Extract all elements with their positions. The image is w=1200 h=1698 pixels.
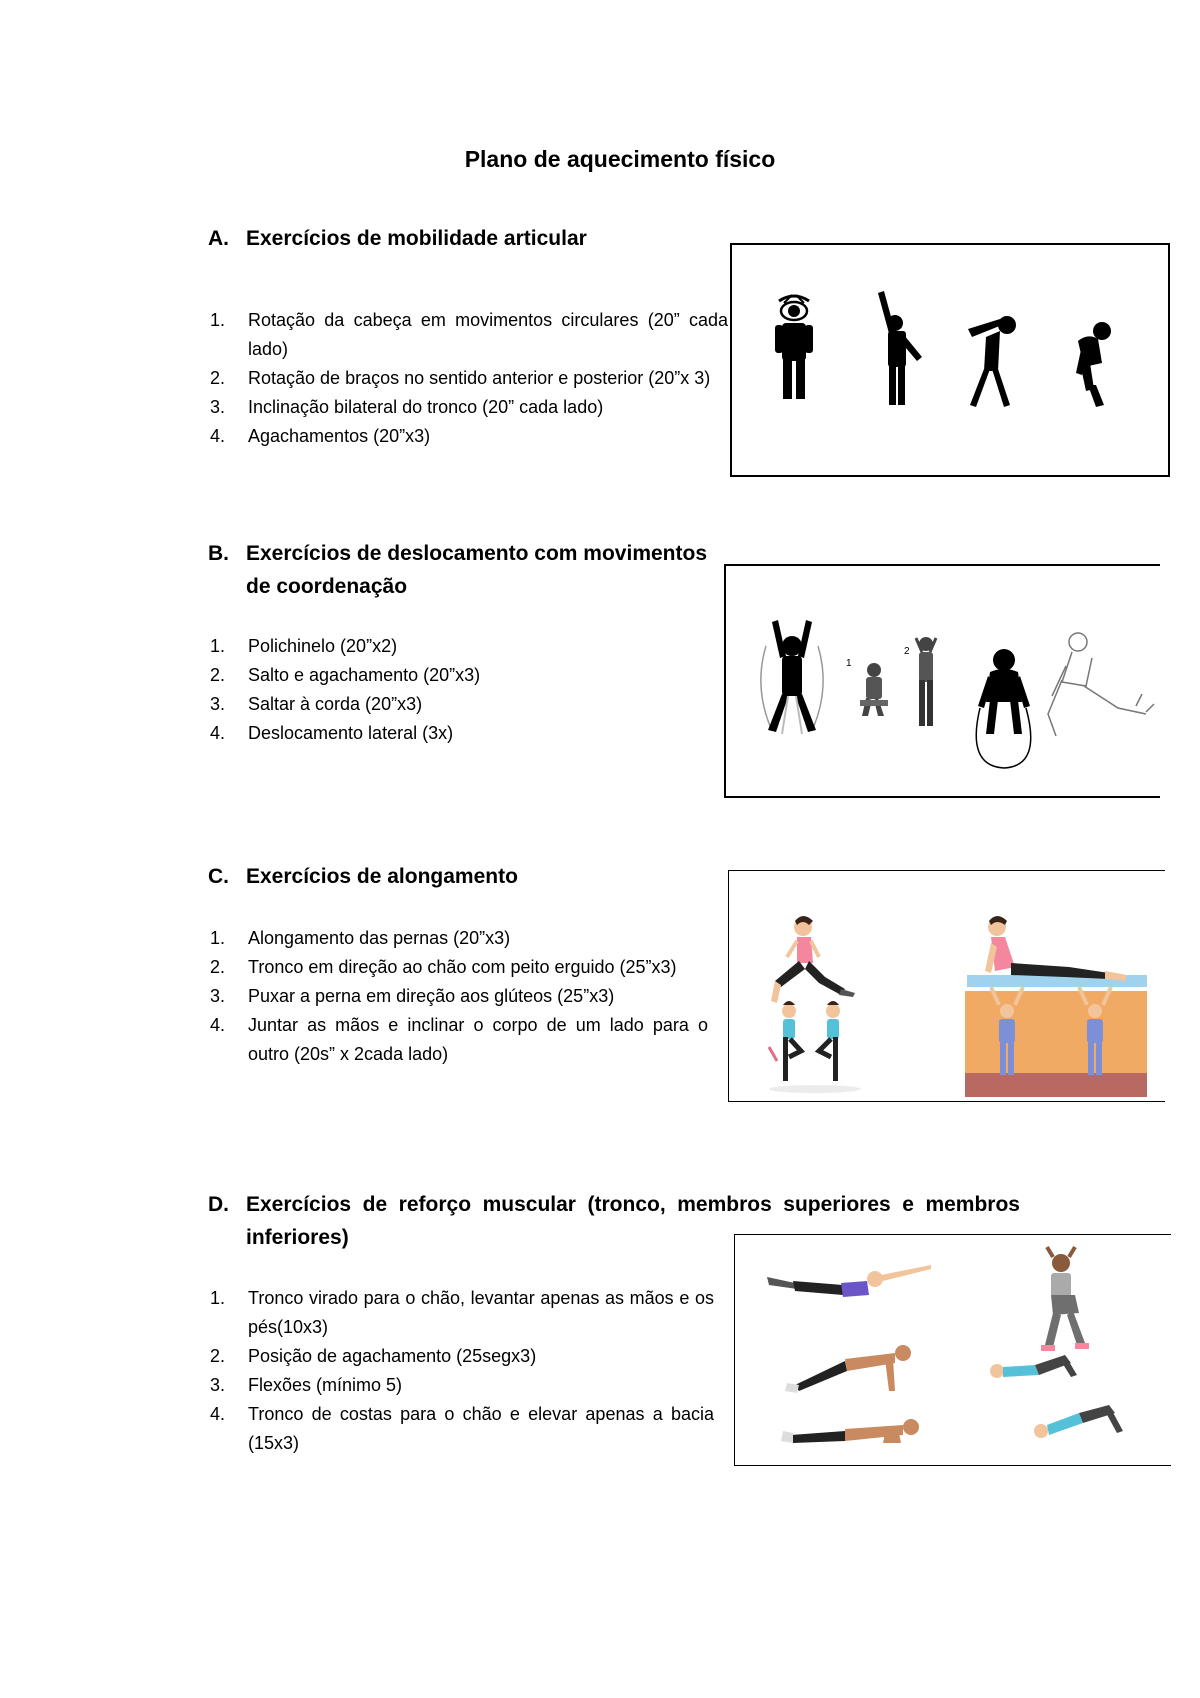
section-c-heading [208,860,728,893]
list-item [208,953,708,982]
item-number: 4. [210,1404,226,1424]
glute-bridge-figure [990,1355,1077,1378]
list-item [208,1284,714,1342]
item-number: 4. [210,723,226,743]
stretching-illustration [728,870,1165,1102]
squat-figure [1076,322,1111,407]
list-item [208,632,728,661]
item-text: Rotação da cabeça em movimentos circulares (20” cada lado) [248,310,728,359]
cobra-stretch-figure [967,916,1147,987]
item-number: 3. [210,694,226,714]
section-c-letter: C. [208,865,229,888]
mobility-illustration [730,243,1170,477]
section-a-list [208,306,728,451]
list-item [208,719,728,748]
section-c-title: Exercícios de alongamento [246,865,518,888]
item-text: Rotação de braços no sentido anterior e posterior (20”x 3) [248,368,711,388]
item-number: 2. [210,957,226,977]
arm-rotation-figure [878,291,922,405]
coordination-illustration [724,564,1160,798]
head-rotation-figure [775,295,813,399]
item-text: Puxar a perna em direção aos glúteos (25”x3) [248,986,615,1006]
jumping-jack-figure [761,620,823,734]
section-d-list [208,1284,714,1458]
list-item [208,1371,714,1400]
item-number: 1. [210,1288,226,1308]
list-item [208,690,728,719]
list-item [208,982,708,1011]
item-number: 3. [210,986,226,1006]
page-title: Plano de aquecimento físico [464,146,776,172]
section-a-title: Exercícios de mobilidade articular [246,227,587,250]
item-number: 2. [210,665,226,685]
list-item [208,422,728,451]
section-c-list [208,924,708,1069]
list-item [208,1342,714,1371]
item-text: Salto e agachamento (20”x3) [248,665,481,685]
item-number: 1. [210,310,226,330]
pushup-low-figure [781,1419,919,1443]
section-a-heading [208,222,728,255]
list-item [208,1011,708,1069]
quad-stretch-figures [769,1001,861,1093]
jump-rope-figure [976,649,1031,768]
item-text: Agachamentos (20”x3) [248,426,431,446]
strength-illustration [734,1234,1171,1466]
item-number: 1. [210,636,226,656]
section-b-heading [208,537,728,603]
lateral-lunge-figure [1048,633,1154,736]
item-text: Polichinelo (20”x2) [248,636,398,656]
trunk-bend-figure [968,316,1016,407]
step-label-1: 1 [846,658,852,669]
section-b-title: Exercícios de deslocamento com movimentos de coordenação [246,542,707,598]
item-text: Tronco virado para o chão, levantar apenas as mãos e os pés(10x3) [248,1288,714,1337]
item-number: 4. [210,1015,226,1035]
list-item [208,1400,714,1458]
section-d-title: Exercícios de reforço muscular (tronco, membros superiores e membros inferiores) [246,1193,1020,1249]
leg-stretch-figure [771,916,855,1003]
item-text: Inclinação bilateral do tronco (20” cada lado) [248,397,604,417]
item-text: Tronco em direção ao chão com peito erguido (25”x3) [248,957,677,977]
section-b-list [208,632,728,748]
item-number: 2. [210,1346,226,1366]
superman-exercise-figure [767,1265,931,1297]
section-d-letter: D. [208,1193,229,1216]
list-item [208,661,728,690]
item-number: 1. [210,928,226,948]
item-number: 4. [210,426,226,446]
item-number: 3. [210,1375,226,1395]
item-text: Alongamento das pernas (20”x3) [248,928,511,948]
glute-bridge-raised-figure [1034,1405,1123,1438]
section-a-letter: A. [208,227,229,250]
item-number: 3. [210,397,226,417]
item-text: Saltar à corda (20”x3) [248,694,423,714]
item-text: Tronco de costas para o chão e elevar apenas a bacia (15x3) [248,1404,714,1453]
list-item [208,924,708,953]
section-b-letter: B. [208,542,229,565]
item-text: Juntar as mãos e inclinar o corpo de um lado para o outro (20s” x 2cada lado) [248,1015,708,1064]
bodyweight-squat-figure [1041,1247,1089,1351]
item-text: Deslocamento lateral (3x) [248,723,454,743]
list-item [208,364,728,393]
list-item [208,306,728,364]
list-item [208,393,728,422]
pushup-figure [785,1345,911,1393]
step-label-2: 2 [904,646,910,657]
item-number: 2. [210,368,226,388]
item-text: Flexões (mínimo 5) [248,1375,403,1395]
side-stretch-panel [965,987,1147,1097]
item-text: Posição de agachamento (25segx3) [248,1346,537,1366]
squat-jump-figures [846,637,936,726]
